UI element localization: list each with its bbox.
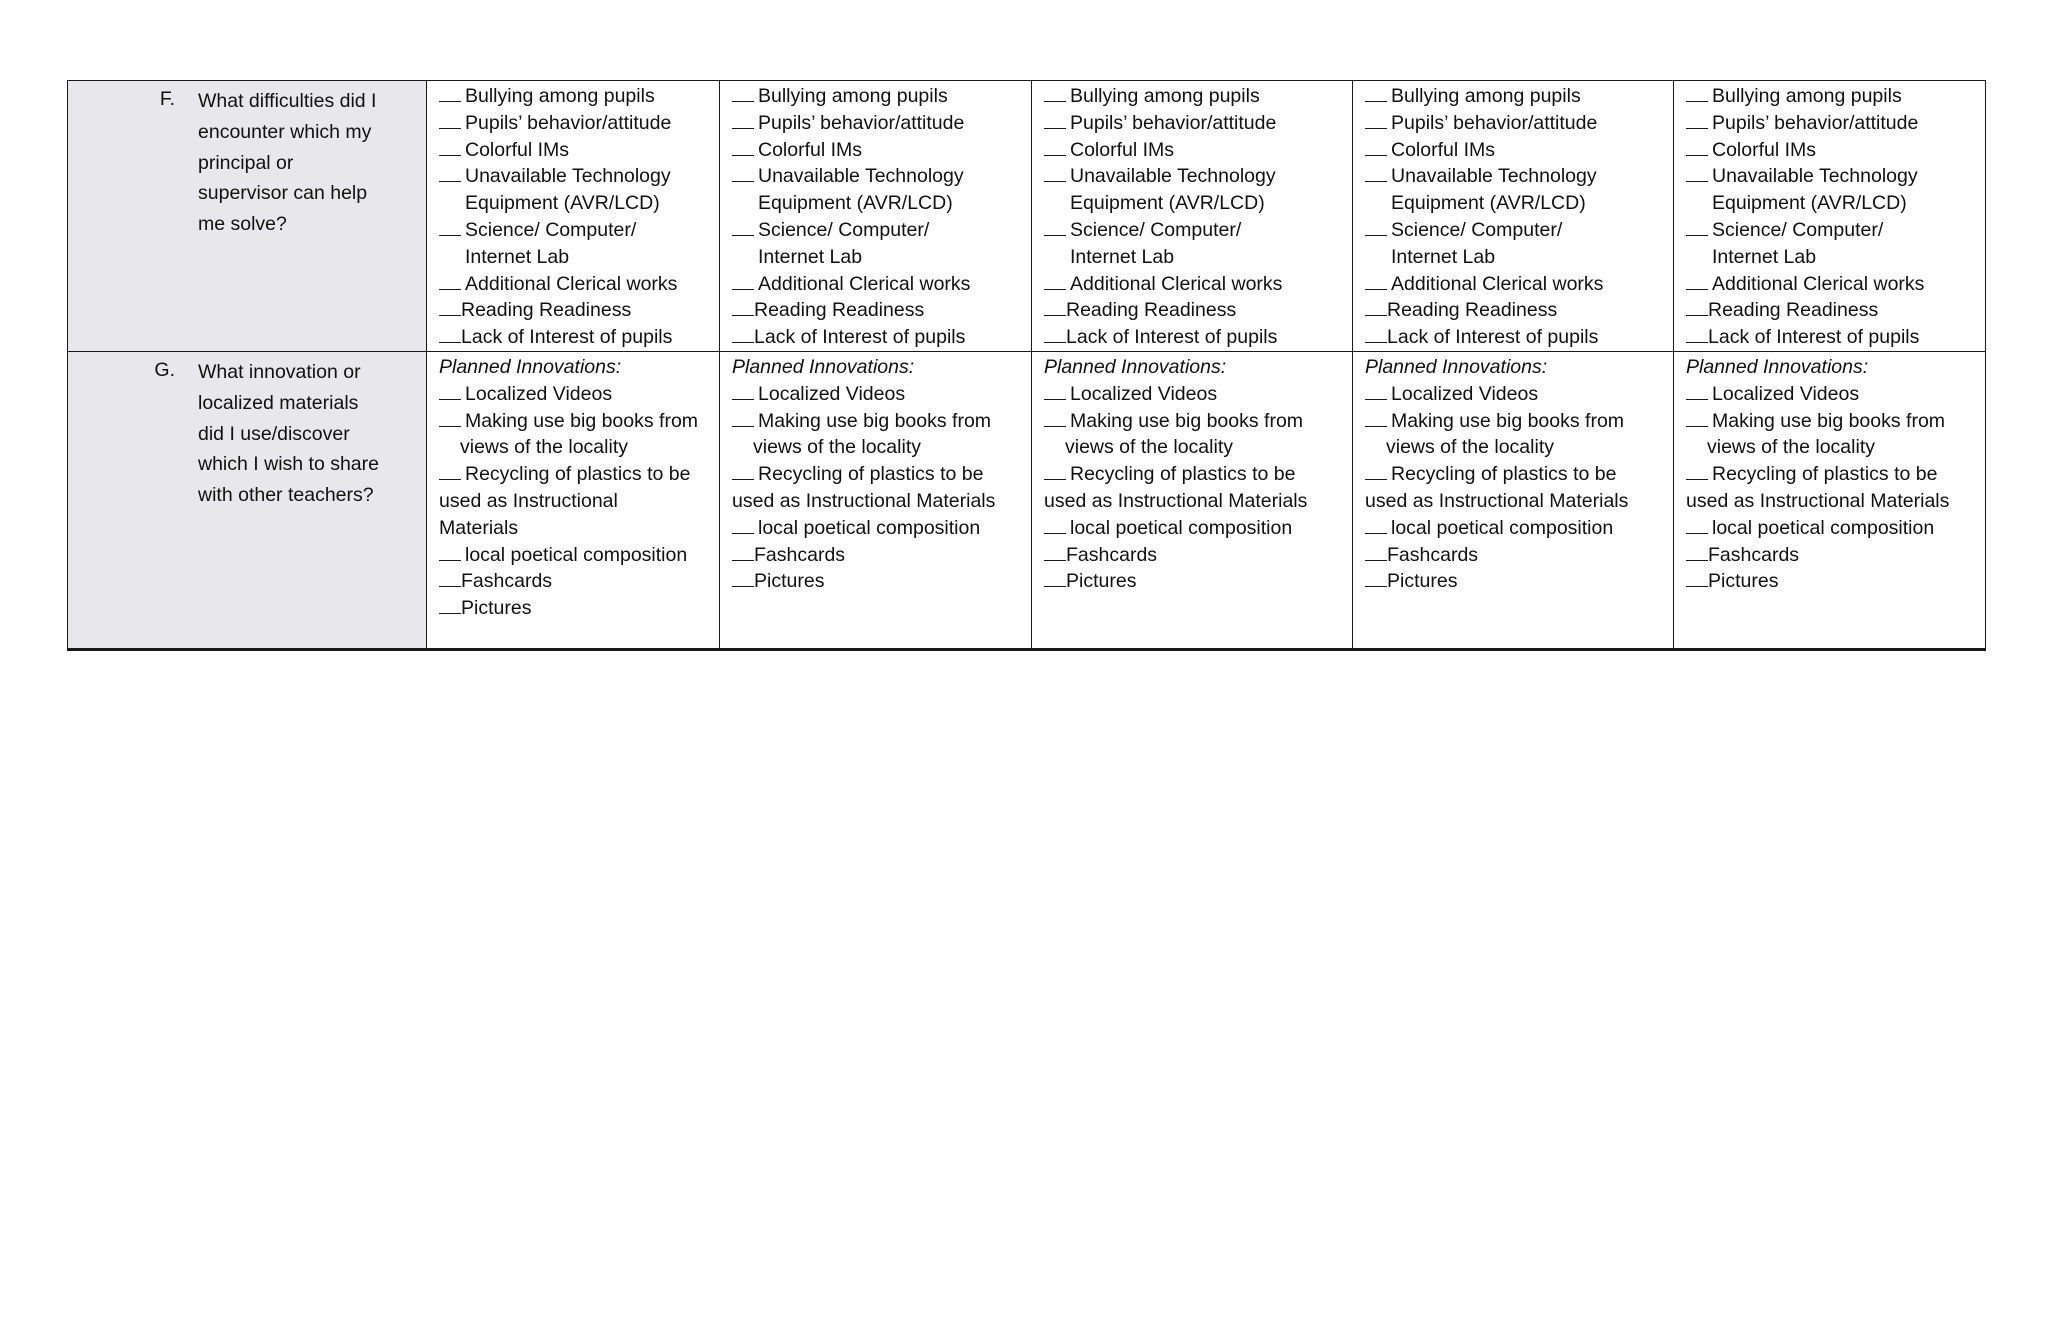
checkbox-blank-line[interactable] <box>1365 164 1387 182</box>
checklist-item <box>1044 297 1352 324</box>
checklist-item-label: Colorful IMs <box>758 138 863 161</box>
checkbox-blank-line[interactable] <box>439 462 461 480</box>
checklist-item <box>732 110 1031 137</box>
checkbox-blank-line[interactable] <box>732 272 754 290</box>
checklist-item-label: Pupils’ behavior/attitude <box>1712 111 1919 134</box>
checkbox-blank-line[interactable] <box>1044 325 1066 343</box>
checkbox-blank-line[interactable] <box>1365 218 1387 236</box>
checklist-item-label: Additional Clerical works <box>1070 272 1283 295</box>
checkbox-blank-line[interactable] <box>1686 516 1708 534</box>
checklist-item-label: Fashcards <box>754 543 846 566</box>
checklist-item <box>1686 408 1985 435</box>
options-cell <box>1032 81 1353 352</box>
checkbox-blank-line[interactable] <box>1365 111 1387 129</box>
checklist-item <box>1044 244 1352 271</box>
planned-innovations-header: Planned Innovations: <box>1686 355 1869 378</box>
checklist-item-label: views of the locality <box>1065 436 1233 459</box>
checklist-item-label: Pupils’ behavior/attitude <box>465 111 672 134</box>
checklist-item-label: Lack of Interest of pupils <box>1708 326 1920 349</box>
checklist-item-label: local poetical composition <box>1391 516 1614 539</box>
checkbox-blank-line[interactable] <box>732 543 754 561</box>
checklist-item-label: Pictures <box>1066 570 1137 593</box>
checkbox-blank-line[interactable] <box>1044 164 1066 182</box>
checkbox-blank-line[interactable] <box>732 569 754 587</box>
checkbox-blank-line[interactable] <box>1365 84 1387 102</box>
checklist-item-label: Science/ Computer/ <box>758 218 930 241</box>
checklist-item <box>1365 461 1673 488</box>
checkbox-blank-line[interactable] <box>732 382 754 400</box>
checklist-item <box>1686 190 1985 217</box>
checklist-item-label: local poetical composition <box>465 543 688 566</box>
checklist-item <box>439 568 719 595</box>
checklist-item-label: Bullying among pupils <box>465 85 655 107</box>
checklist-item <box>732 568 1031 595</box>
checkbox-blank-line[interactable] <box>732 516 754 534</box>
checklist-item <box>1044 381 1352 408</box>
checklist-item-label: Pictures <box>1708 570 1779 593</box>
checkbox-blank-line[interactable] <box>1365 325 1387 343</box>
checklist-item <box>439 434 719 461</box>
checklist-item <box>1365 324 1673 351</box>
checklist-item <box>1686 568 1985 595</box>
question-letter: G. <box>154 358 175 381</box>
checklist-item <box>732 408 1031 435</box>
checklist-item <box>1044 434 1352 461</box>
checkbox-blank-line[interactable] <box>439 218 461 236</box>
checkbox-blank-line[interactable] <box>1044 298 1066 316</box>
checkbox-blank-line[interactable] <box>1686 272 1708 290</box>
checkbox-blank-line[interactable] <box>1365 382 1387 400</box>
checklist-item <box>732 217 1031 244</box>
checkbox-blank-line[interactable] <box>1044 111 1066 129</box>
checklist-item <box>1365 110 1673 137</box>
planned-innovations-header: Planned Innovations: <box>1365 355 1548 378</box>
checklist-item-label: Internet Lab <box>1712 245 1817 268</box>
checklist-item-label: Additional Clerical works <box>758 272 971 295</box>
checklist-item <box>732 271 1031 298</box>
checklist-item <box>1044 271 1352 298</box>
checklist-item <box>1365 297 1673 324</box>
checkbox-blank-line[interactable] <box>439 382 461 400</box>
checklist-item-label: local poetical composition <box>1070 516 1293 539</box>
checkbox-blank-line[interactable] <box>1044 84 1066 102</box>
checkbox-blank-line[interactable] <box>439 596 461 614</box>
checklist-item-label: Recycling of plastics to be <box>758 463 984 486</box>
checklist-item-label: Localized Videos <box>1712 382 1860 405</box>
checklist-item <box>1686 163 1985 190</box>
checklist-item <box>439 163 719 190</box>
checkbox-blank-line[interactable] <box>1365 462 1387 480</box>
checklist-item-label: Science/ Computer/ <box>465 218 637 241</box>
checklist-item <box>1365 568 1673 595</box>
checkbox-blank-line[interactable] <box>439 543 461 561</box>
checklist-item <box>1044 488 1352 515</box>
checklist-item <box>1686 217 1985 244</box>
checklist-item <box>439 488 719 515</box>
checklist-item-label: Science/ Computer/ <box>1712 218 1884 241</box>
checkbox-blank-line[interactable] <box>1365 298 1387 316</box>
checklist-item-label: Making use big books from <box>1391 409 1625 432</box>
checklist-item <box>439 190 719 217</box>
checklist-item-label: used as Instructional Materials <box>1044 489 1308 512</box>
checkbox-blank-line[interactable] <box>1686 84 1708 102</box>
checklist-item <box>732 137 1031 164</box>
checklist-item-label: used as Instructional Materials <box>1686 489 1950 512</box>
checkbox-blank-line[interactable] <box>732 462 754 480</box>
checklist-item <box>732 461 1031 488</box>
checklist-item-label: Localized Videos <box>465 382 613 405</box>
checkbox-blank-line[interactable] <box>1686 569 1708 587</box>
checklist-item <box>1686 271 1985 298</box>
checklist-item-label: Equipment (AVR/LCD) <box>465 192 660 215</box>
checkbox-blank-line[interactable] <box>1044 272 1066 290</box>
checklist-item-label: Reading Readiness <box>754 299 925 322</box>
checklist-item-label: Unavailable Technology <box>1070 165 1276 188</box>
checkbox-blank-line[interactable] <box>1365 569 1387 587</box>
checkbox-blank-line[interactable] <box>439 138 461 156</box>
options-cell <box>1353 81 1674 352</box>
checkbox-blank-line[interactable] <box>1044 462 1066 480</box>
checklist-item-label: Colorful IMs <box>465 138 570 161</box>
checklist-item-label: local poetical composition <box>758 516 981 539</box>
checklist-item <box>1686 488 1985 515</box>
checkbox-blank-line[interactable] <box>1044 138 1066 156</box>
checklist-item-label: Pupils’ behavior/attitude <box>1391 111 1598 134</box>
checklist-item <box>1686 461 1985 488</box>
checklist-item-label: Bullying among pupils <box>1070 85 1260 107</box>
planned-innovations-header: Planned Innovations: <box>1044 355 1227 378</box>
checklist-item-label: Bullying among pupils <box>1712 85 1902 107</box>
checklist-item-label: used as Instructional Materials <box>1365 489 1629 512</box>
checklist-item <box>1686 137 1985 164</box>
checkbox-blank-line[interactable] <box>1686 325 1708 343</box>
checklist-item <box>1044 217 1352 244</box>
checklist-item-label: Lack of Interest of pupils <box>461 326 673 349</box>
checklist-item <box>1686 324 1985 351</box>
checklist-item <box>1044 190 1352 217</box>
checkbox-blank-line[interactable] <box>732 325 754 343</box>
checklist-item-label: Colorful IMs <box>1712 138 1817 161</box>
checklist-item-label: Internet Lab <box>758 245 863 268</box>
checkbox-blank-line[interactable] <box>1686 462 1708 480</box>
checklist-item-label: Recycling of plastics to be <box>465 463 691 486</box>
checklist-item-label: Equipment (AVR/LCD) <box>1070 192 1265 215</box>
checklist-item <box>1686 244 1985 271</box>
checklist-item-label: views of the locality <box>1386 436 1554 459</box>
checklist-item <box>439 244 719 271</box>
table-row <box>68 351 1986 649</box>
checklist-item <box>439 217 719 244</box>
checklist-item-label: Reading Readiness <box>1387 299 1558 322</box>
checklist-item <box>1686 381 1985 408</box>
question-cell-g <box>68 351 427 649</box>
checklist-item <box>1044 324 1352 351</box>
options-cell <box>427 351 720 649</box>
checklist-item <box>1686 542 1985 569</box>
checklist-item-label: Bullying among pupils <box>1391 85 1581 107</box>
checkbox-blank-line[interactable] <box>1686 164 1708 182</box>
checklist-item-label: Bullying among pupils <box>758 85 948 107</box>
checkbox-blank-line[interactable] <box>1044 409 1066 427</box>
dll-table <box>67 80 1986 651</box>
checklist-item-label: used as Instructional <box>439 489 618 512</box>
checklist-item <box>1686 515 1985 542</box>
checklist-item <box>732 244 1031 271</box>
checklist-item-label: Localized Videos <box>758 382 906 405</box>
checklist-item <box>1044 568 1352 595</box>
checkbox-blank-line[interactable] <box>1365 272 1387 290</box>
checklist-item-label: Colorful IMs <box>1070 138 1175 161</box>
checkbox-blank-line[interactable] <box>1044 543 1066 561</box>
checkbox-blank-line[interactable] <box>1044 569 1066 587</box>
checklist-item-label: used as Instructional Materials <box>732 489 996 512</box>
checklist-item <box>1044 542 1352 569</box>
checklist-item-label: Fashcards <box>1708 543 1800 566</box>
question-text: What innovation or localized materials did I use/discover which I wish to share with other teachers? <box>198 360 379 507</box>
checklist-item-label: Reading Readiness <box>1708 299 1879 322</box>
checklist-item-label: Unavailable Technology <box>465 165 671 188</box>
checklist-item-label: views of the locality <box>753 436 921 459</box>
checklist-item <box>1686 297 1985 324</box>
checklist-item-label: Equipment (AVR/LCD) <box>1391 192 1586 215</box>
checklist-item-label: Localized Videos <box>1391 382 1539 405</box>
checklist-item-label: Pupils’ behavior/attitude <box>1070 111 1277 134</box>
options-cell <box>720 351 1032 649</box>
checklist-item <box>1365 515 1673 542</box>
checklist-item <box>1686 434 1985 461</box>
checkbox-blank-line[interactable] <box>439 111 461 129</box>
checklist-item-label: Making use big books from <box>1712 409 1946 432</box>
checklist-item <box>1365 190 1673 217</box>
checklist-item <box>1686 110 1985 137</box>
checklist-item-label: Fashcards <box>1387 543 1479 566</box>
options-cell <box>1674 81 1986 352</box>
checklist-item <box>732 163 1031 190</box>
checkbox-blank-line[interactable] <box>1686 111 1708 129</box>
checkbox-blank-line[interactable] <box>1044 382 1066 400</box>
checklist-item-label: Pupils’ behavior/attitude <box>758 111 965 134</box>
checkbox-blank-line[interactable] <box>439 84 461 102</box>
checklist-item-label: Unavailable Technology <box>1712 165 1918 188</box>
checklist-item-label: Lack of Interest of pupils <box>1387 326 1599 349</box>
checklist-item <box>1044 83 1352 110</box>
checklist-item-label: Internet Lab <box>465 245 570 268</box>
checklist-item <box>439 83 719 110</box>
checklist-item-label: Equipment (AVR/LCD) <box>1712 192 1907 215</box>
checklist-item <box>1365 408 1673 435</box>
checklist-item <box>439 137 719 164</box>
checklist-item-label: Internet Lab <box>1070 245 1175 268</box>
checkbox-blank-line[interactable] <box>732 138 754 156</box>
checklist-item <box>732 434 1031 461</box>
checklist-item-label: Materials <box>439 516 519 539</box>
checkbox-blank-line[interactable] <box>439 298 461 316</box>
checkbox-blank-line[interactable] <box>732 84 754 102</box>
checklist-item-label: Pictures <box>1387 570 1458 593</box>
checklist-item-label: Additional Clerical works <box>1391 272 1604 295</box>
options-cell <box>427 81 720 352</box>
checkbox-blank-line[interactable] <box>732 111 754 129</box>
planned-innovations-header: Planned Innovations: <box>439 355 622 378</box>
checkbox-blank-line[interactable] <box>439 569 461 587</box>
checklist-item-label: Lack of Interest of pupils <box>754 326 966 349</box>
checkbox-blank-line[interactable] <box>1365 543 1387 561</box>
checklist-item-label: Additional Clerical works <box>1712 272 1925 295</box>
checkbox-blank-line[interactable] <box>1365 409 1387 427</box>
checkbox-blank-line[interactable] <box>1365 138 1387 156</box>
checklist-item-label: Additional Clerical works <box>465 272 678 295</box>
checklist-item-label: views of the locality <box>1707 436 1875 459</box>
checklist-item <box>732 83 1031 110</box>
checklist-item-label: Recycling of plastics to be <box>1391 463 1617 486</box>
checklist-item <box>1365 137 1673 164</box>
checklist-item <box>1365 163 1673 190</box>
table-row <box>68 81 1986 352</box>
checklist-item-label: views of the locality <box>460 436 628 459</box>
checkbox-blank-line[interactable] <box>732 164 754 182</box>
checklist-item <box>1365 434 1673 461</box>
options-cell <box>1032 351 1353 649</box>
checklist-item-label: Unavailable Technology <box>758 165 964 188</box>
checklist-item <box>732 488 1031 515</box>
checkbox-blank-line[interactable] <box>439 409 461 427</box>
checkbox-blank-line[interactable] <box>1686 298 1708 316</box>
checklist-item <box>1365 244 1673 271</box>
checklist-item <box>439 542 719 569</box>
checklist-item-label: Recycling of plastics to be <box>1070 463 1296 486</box>
checklist-item-label: local poetical composition <box>1712 516 1935 539</box>
checklist-item-label: Fashcards <box>1066 543 1158 566</box>
checkbox-blank-line[interactable] <box>1686 543 1708 561</box>
checklist-item <box>439 297 719 324</box>
checklist-item-label: Reading Readiness <box>461 299 632 322</box>
options-cell <box>720 81 1032 352</box>
checklist-item-label: Internet Lab <box>1391 245 1496 268</box>
checklist-item-label: Science/ Computer/ <box>1391 218 1563 241</box>
checklist-item-label: Recycling of plastics to be <box>1712 463 1938 486</box>
checkbox-blank-line[interactable] <box>439 272 461 290</box>
checklist-item-label: Colorful IMs <box>1391 138 1496 161</box>
checklist-item <box>1365 83 1673 110</box>
checklist-item <box>732 542 1031 569</box>
checklist-item-label: Unavailable Technology <box>1391 165 1597 188</box>
checklist-item <box>1044 515 1352 542</box>
checklist-item <box>1365 542 1673 569</box>
checkbox-blank-line[interactable] <box>732 298 754 316</box>
checklist-item-label: Reading Readiness <box>1066 299 1237 322</box>
checkbox-blank-line[interactable] <box>439 325 461 343</box>
checkbox-blank-line[interactable] <box>1686 218 1708 236</box>
checklist-item <box>1365 271 1673 298</box>
checklist-item-label: Making use big books from <box>758 409 992 432</box>
checklist-item <box>1044 163 1352 190</box>
checkbox-blank-line[interactable] <box>439 164 461 182</box>
checklist-item-label: Making use big books from <box>465 409 699 432</box>
checklist-item-label: Pictures <box>461 597 532 620</box>
checklist-item <box>1044 461 1352 488</box>
checklist-item <box>439 595 719 622</box>
question-text: What difficulties did I encounter which my principal or supervisor can help me solve? <box>198 90 377 236</box>
checkbox-blank-line[interactable] <box>1686 409 1708 427</box>
checkbox-blank-line[interactable] <box>732 409 754 427</box>
checklist-item <box>732 297 1031 324</box>
question-cell-f <box>68 81 427 352</box>
checklist-item <box>1365 217 1673 244</box>
checklist-item <box>439 271 719 298</box>
checklist-item <box>439 324 719 351</box>
checkbox-blank-line[interactable] <box>1365 516 1387 534</box>
checklist-item <box>732 381 1031 408</box>
checklist-item-label: Making use big books from <box>1070 409 1304 432</box>
checkbox-blank-line[interactable] <box>1686 138 1708 156</box>
checklist-item-label: Localized Videos <box>1070 382 1218 405</box>
checklist-item <box>439 110 719 137</box>
checkbox-blank-line[interactable] <box>1686 382 1708 400</box>
options-cell <box>1674 351 1986 649</box>
checkbox-blank-line[interactable] <box>1044 218 1066 236</box>
checklist-item <box>1044 137 1352 164</box>
checklist-item <box>732 324 1031 351</box>
checklist-item <box>1044 408 1352 435</box>
question-letter: F. <box>159 88 175 110</box>
checklist-item-label: Equipment (AVR/LCD) <box>758 192 953 215</box>
checklist-item <box>732 190 1031 217</box>
checklist-item <box>439 461 719 488</box>
checklist-item <box>1365 381 1673 408</box>
checklist-item-label: Pictures <box>754 570 825 593</box>
checklist-item <box>439 408 719 435</box>
checklist-item <box>1686 83 1985 110</box>
checkbox-blank-line[interactable] <box>732 218 754 236</box>
checklist-item <box>1365 488 1673 515</box>
options-cell <box>1353 351 1674 649</box>
checklist-item <box>439 515 719 542</box>
checklist-item <box>732 515 1031 542</box>
planned-innovations-header: Planned Innovations: <box>732 355 915 378</box>
checklist-item-label: Science/ Computer/ <box>1070 218 1242 241</box>
checkbox-blank-line[interactable] <box>1044 516 1066 534</box>
checklist-item-label: Lack of Interest of pupils <box>1066 326 1278 349</box>
checklist-item-label: Fashcards <box>461 570 553 593</box>
checklist-item <box>439 381 719 408</box>
checklist-item <box>1044 110 1352 137</box>
